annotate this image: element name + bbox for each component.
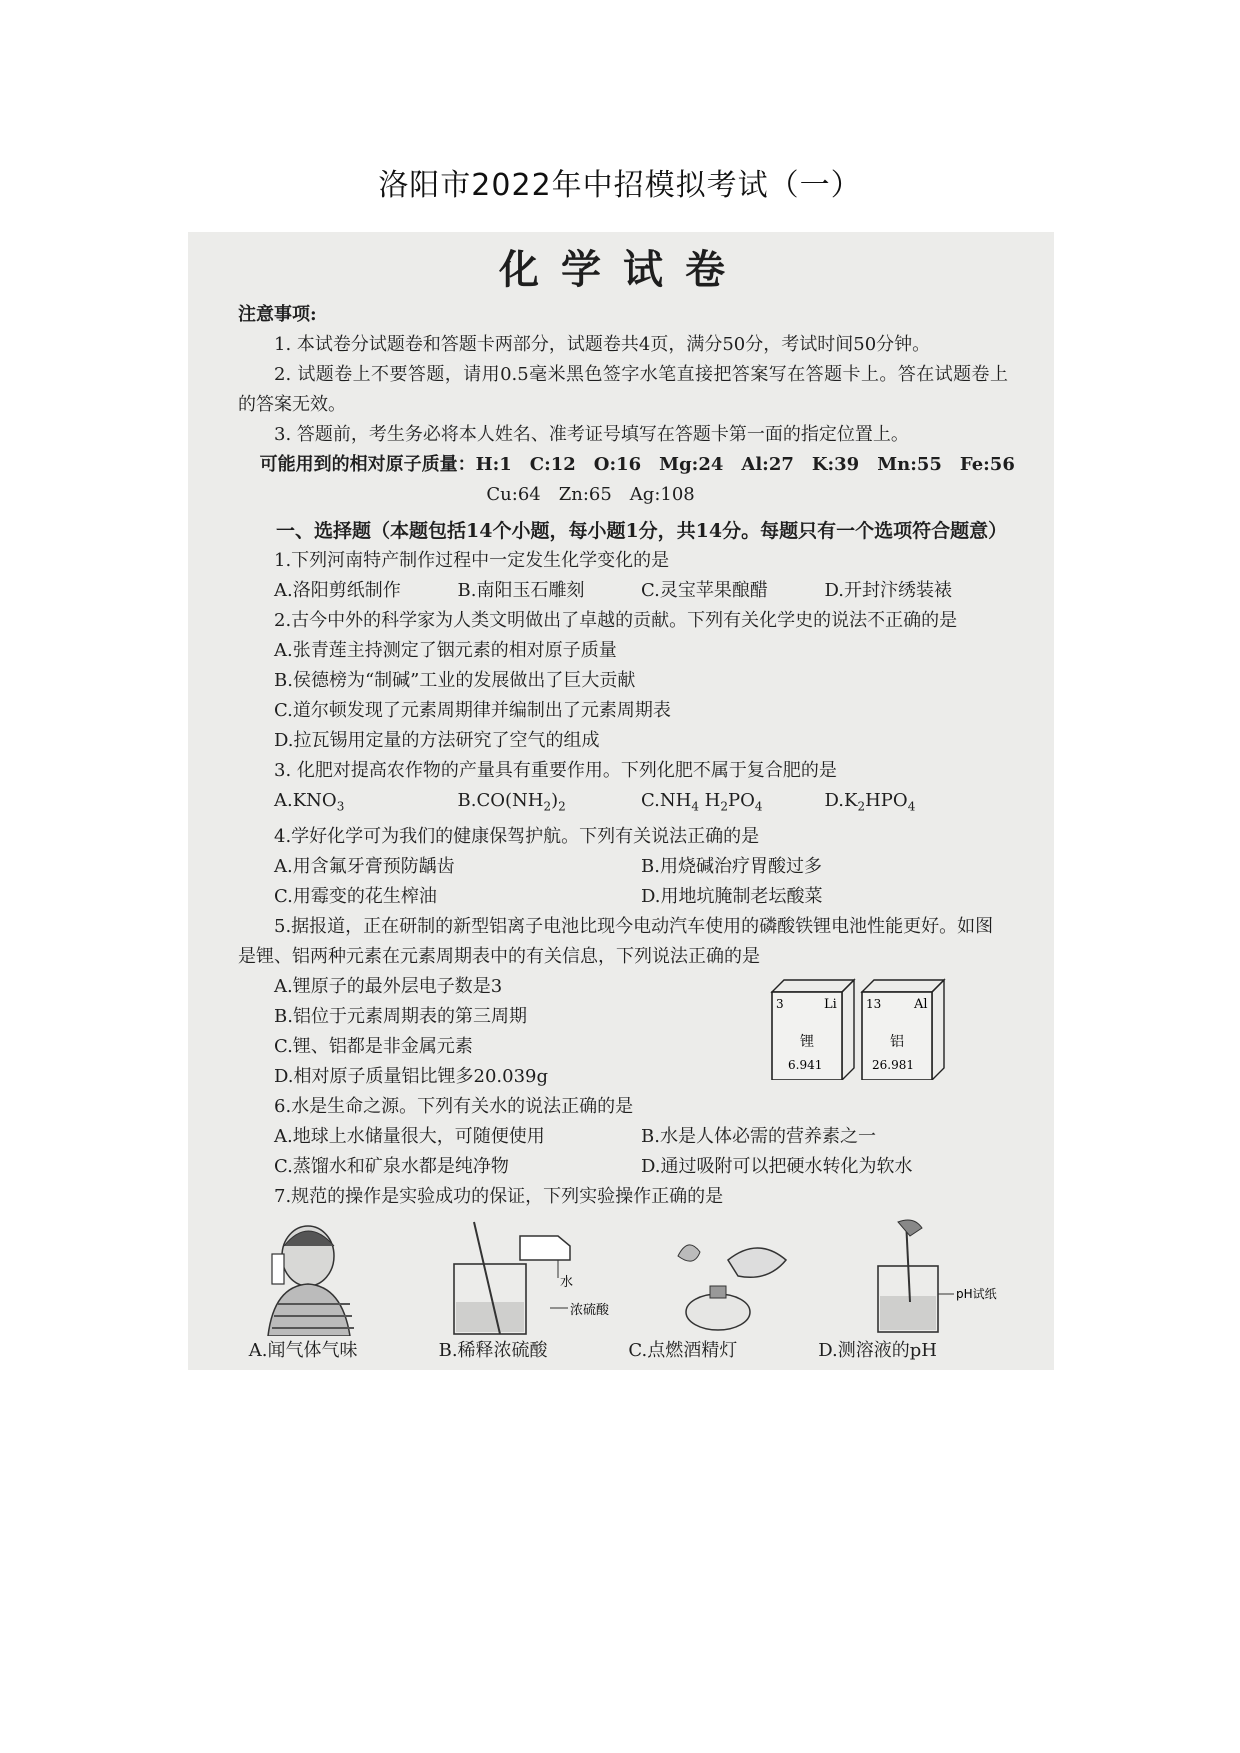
option-c: C.锂、铝都是非金属元素: [274, 1035, 473, 1057]
option-b: B.南阳玉石雕刻: [457, 580, 585, 601]
option-a: A.洛阳剪纸制作: [274, 580, 401, 601]
option-c: C.道尔顿发现了元素周期律并编制出了元素周期表: [274, 700, 671, 721]
option-b: B.用烧碱治疗胃酸过多: [641, 855, 822, 877]
option-d: D.通过吸附可以把硬水转化为软水: [641, 1155, 913, 1177]
option-d: D.测溶液的pH: [818, 1339, 937, 1361]
question-3-options: [238, 786, 1008, 822]
li-mass: 6.941: [788, 1057, 823, 1072]
question-6-stem: 6.水是生命之源。下列有关水的说法正确的是: [274, 1095, 634, 1117]
smelling-gas-figure: [268, 1226, 354, 1336]
alcohol-lamp-figure: [678, 1244, 786, 1329]
atomic-masses-line2: Cu:64 Zn:65 Ag:108: [486, 484, 695, 505]
question-5-stem: 5.据报道，正在研制的新型铝离子电池比现今电动汽车使用的磷酸铁锂电池性能更好。如图是锂、铝两种元素在元素周期表中的有关信息，下列说法正确的是: [238, 915, 994, 967]
question-5-body: [238, 972, 1008, 1092]
scanned-exam-page: [188, 232, 1054, 1370]
ph-test-figure: [878, 1220, 997, 1332]
option-a: A.地球上水储量很大，可随便使用: [274, 1125, 545, 1147]
question-6-options-row1: [238, 1122, 1008, 1152]
al-name: 铝: [890, 1033, 904, 1050]
option-c: C.灵宝苹果酿醋: [641, 580, 768, 601]
option-b: $B.CO(NH_2)_2$: [457, 790, 566, 814]
option-a: A.张青莲主持测定了铟元素的相对原子质量: [274, 640, 617, 661]
question-4-stem: 4.学好化学可为我们的健康保驾护航。下列有关说法正确的是: [274, 825, 760, 847]
al-mass: 26.981: [872, 1057, 914, 1072]
question-1-options: [238, 576, 1008, 606]
question-2-stem: 2.古今中外的科学家为人类文明做出了卓越的贡献。下列有关化学史的说法不正确的是: [274, 610, 958, 631]
question-3-stem: 3. 化肥对提高农作物的产量具有重要作用。下列化肥不属于复合肥的是: [274, 760, 837, 781]
element-card-al: [862, 980, 944, 1080]
page-heading: 洛阳市2022年中招模拟考试（一）: [378, 168, 862, 203]
option-c: C.蒸馏水和矿泉水都是纯净物: [274, 1155, 509, 1177]
option-c: C.点燃酒精灯: [628, 1339, 738, 1361]
water-label: 水: [560, 1274, 574, 1290]
diluting-acid-figure: [454, 1222, 610, 1334]
ph-paper-label: pH试纸: [956, 1286, 997, 1301]
question-6-options-row2: [238, 1152, 1008, 1182]
acid-label: 浓硫酸: [570, 1302, 610, 1318]
question-4-options-row1: [238, 852, 1008, 882]
al-symbol: Al: [914, 996, 928, 1012]
option-a: $A.KNO_3$: [274, 790, 345, 814]
question-4-options-row2: [238, 882, 1008, 912]
element-cards-figure: [762, 976, 952, 1080]
element-card-li: [772, 980, 854, 1080]
note-item: 1. 本试卷分试题卷和答题卡两部分，试题卷共4页，满分50分，考试时间50分钟。: [274, 334, 931, 355]
al-number: 13: [866, 996, 882, 1011]
question-1-stem: 1.下列河南特产制作过程中一定发生化学变化的是: [274, 550, 670, 571]
li-name: 锂: [800, 1033, 814, 1050]
question-7-options: [238, 1336, 1008, 1366]
paper-title: 化学试卷: [499, 246, 747, 293]
option-b: B.铝位于元素周期表的第三周期: [274, 1005, 527, 1027]
option-d: $D.K_2HPO_4$: [824, 790, 916, 814]
option-d: D.拉瓦锡用定量的方法研究了空气的组成: [274, 730, 600, 751]
option-a: A.用含氟牙膏预防龋齿: [274, 855, 455, 877]
option-d: D.开封汴绣装裱: [824, 580, 953, 601]
atomic-masses-line1: 可能用到的相对原子质量：H:1 C:12 O:16 Mg:24 Al:27 K:39 Mn:55 Fe:56: [259, 454, 1015, 475]
notes-heading: 注意事项:: [238, 304, 317, 325]
note-item: 3. 答题前，考生务必将本人姓名、准考证号填写在答题卡第一面的指定位置上。: [274, 424, 909, 445]
option-d: D.用地坑腌制老坛酸菜: [641, 885, 823, 907]
section-heading: 一、选择题（本题包括14个小题，每小题1分，共14分。每题只有一个选项符合题意）: [276, 520, 1008, 542]
option-d: D.相对原子质量铝比锂多20.039g: [274, 1065, 549, 1087]
option-a: A.锂原子的最外层电子数是3: [274, 975, 503, 997]
option-b: B.水是人体必需的营养素之一: [641, 1125, 876, 1147]
option-c: C.用霉变的花生榨油: [274, 885, 437, 907]
li-symbol: Li: [824, 996, 837, 1012]
option-b: B.侯德榜为“制碱”工业的发展做出了巨大贡献: [274, 670, 636, 691]
note-item: 2. 试题卷上不要答题，请用0.5毫米黑色签字水笔直接把答案写在答题卡上。答在试题卷上的答案无效。: [238, 364, 1008, 415]
li-number: 3: [776, 996, 784, 1011]
lab-operation-illustrations: [238, 1216, 1008, 1336]
option-a: A.闻气体气味: [248, 1339, 358, 1361]
question-7-stem: 7.规范的操作是实验成功的保证，下列实验操作正确的是: [274, 1185, 724, 1207]
option-b: B.稀释浓硫酸: [438, 1339, 548, 1361]
question-7-figures: [238, 1216, 1008, 1336]
option-c: $C.NH_4$ $H_2PO_4$: [641, 790, 763, 814]
